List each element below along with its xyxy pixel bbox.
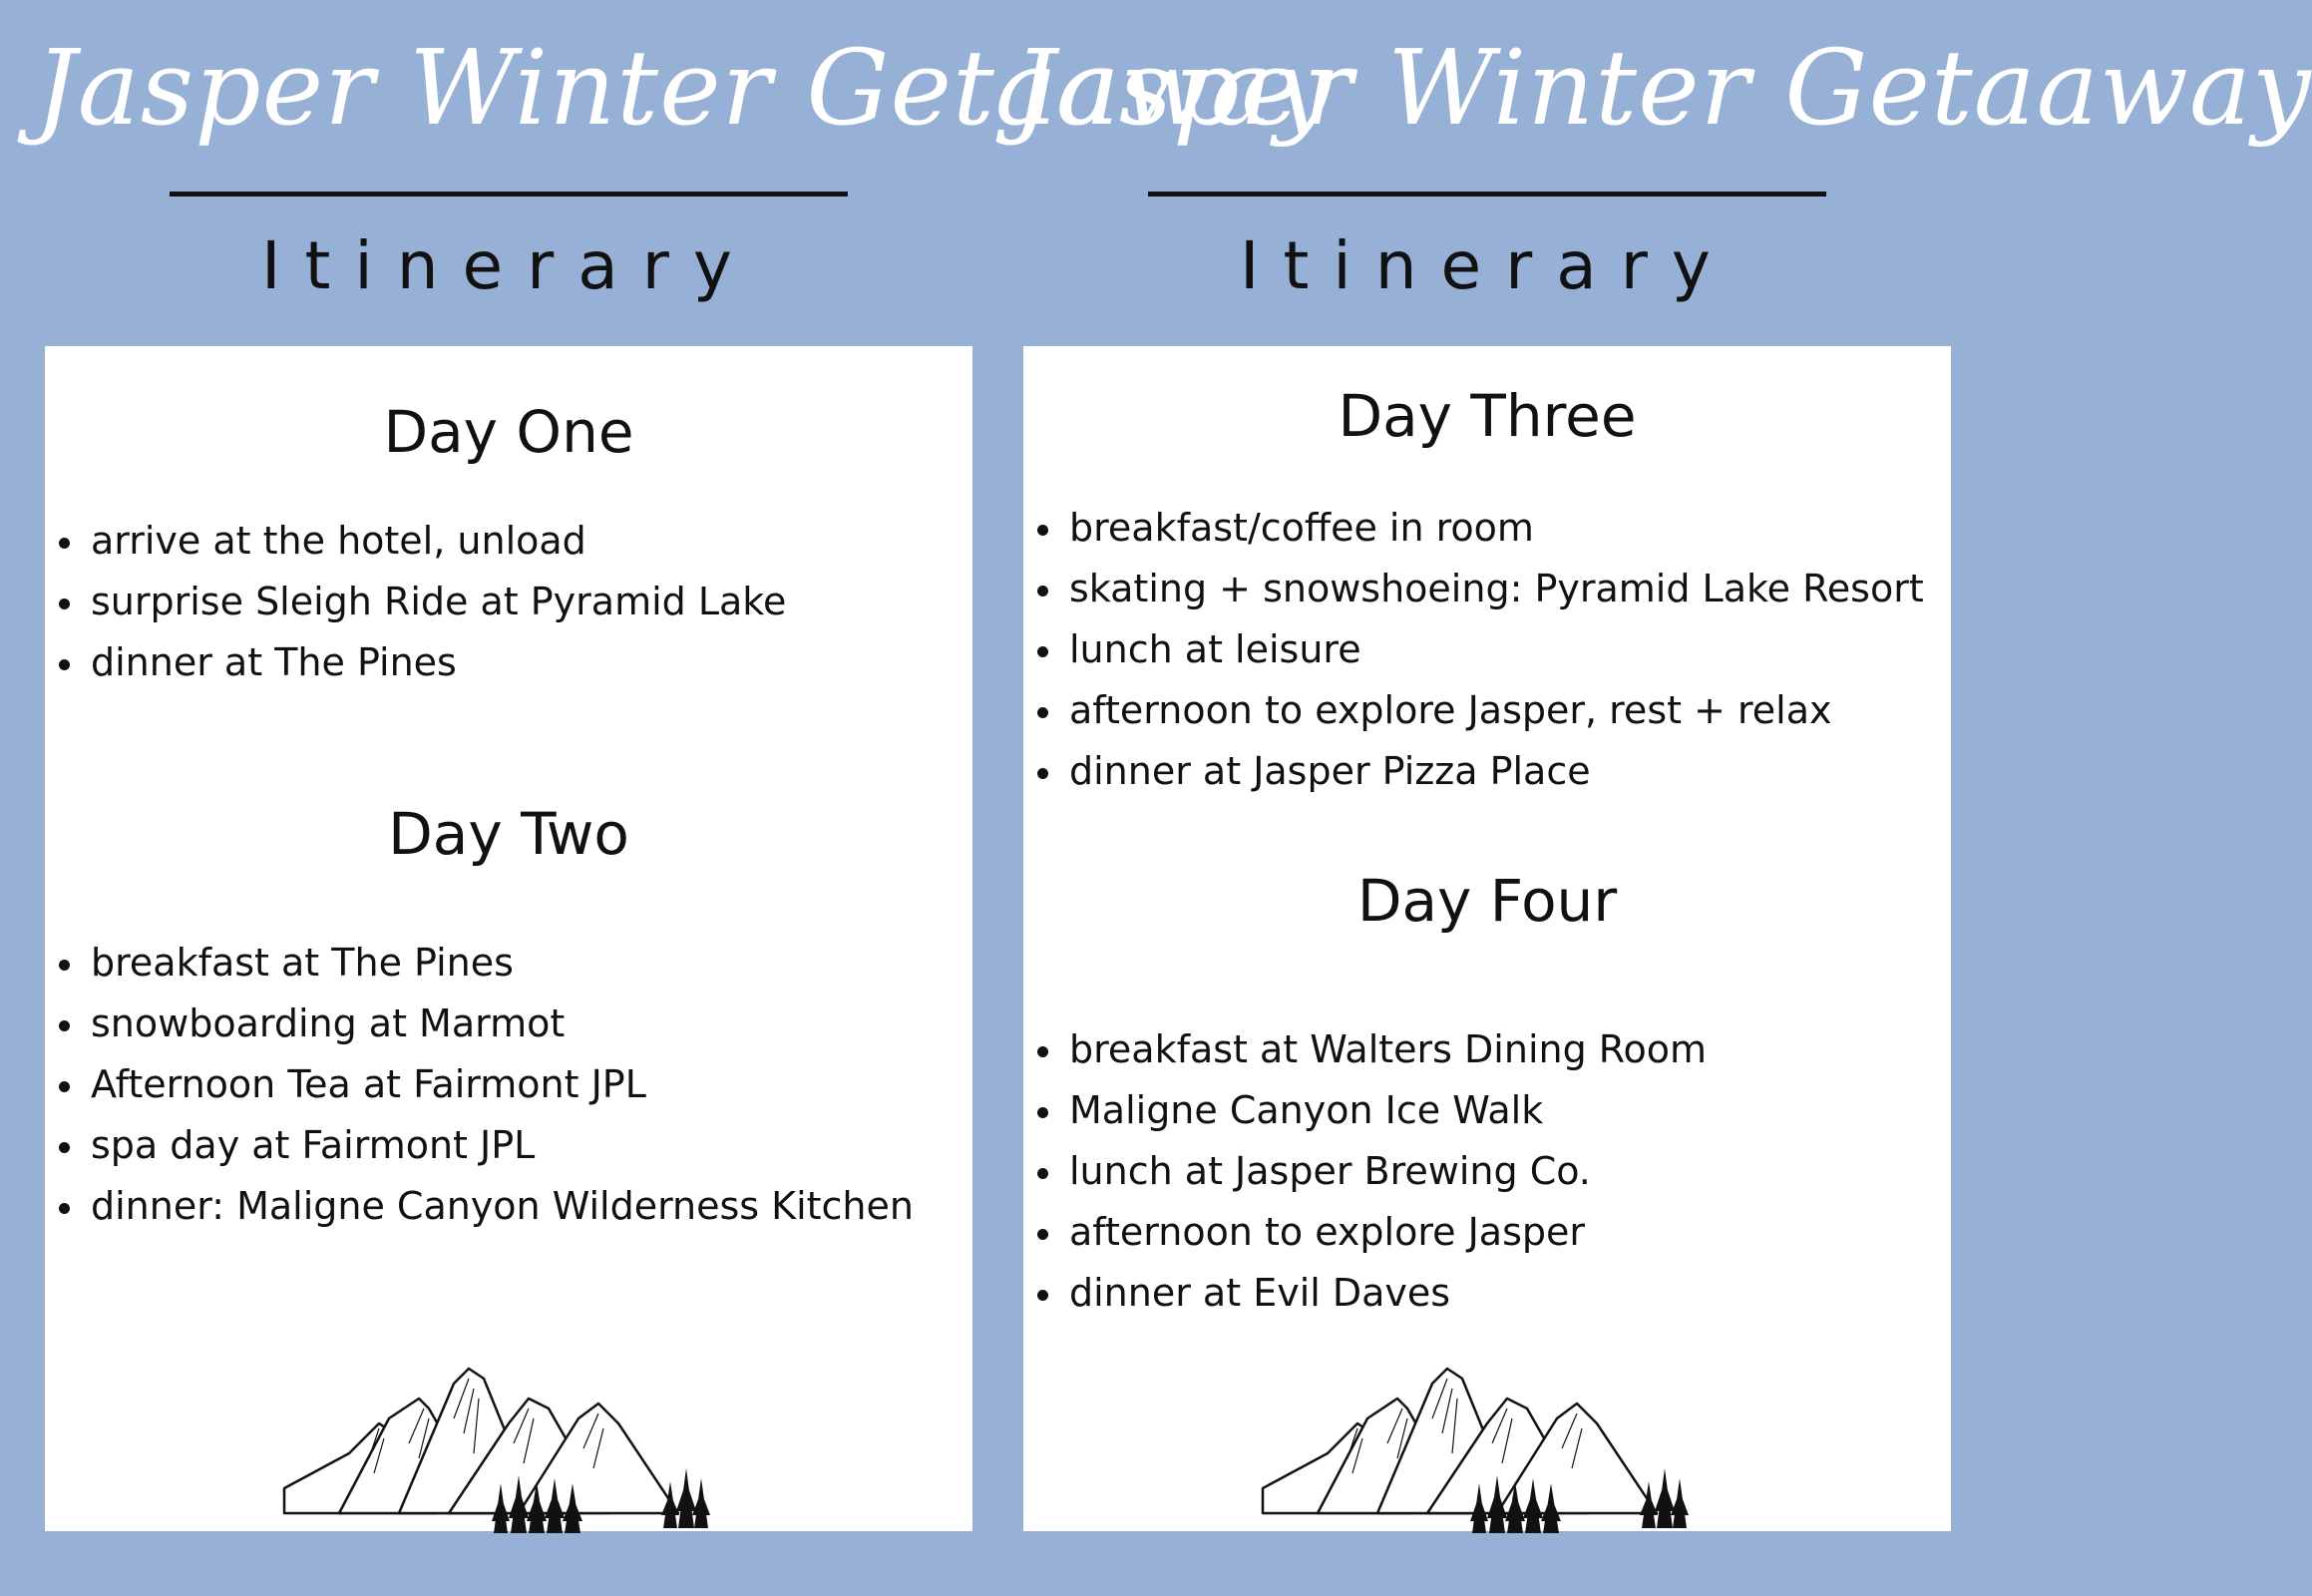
list-item: lunch at leisure: [1033, 619, 1924, 680]
mountain-illustration-icon: [1258, 1364, 1717, 1533]
itinerary-subtitle: Itinerary: [1240, 227, 1734, 304]
day-heading: Day Four: [1356, 867, 1618, 935]
list-item: breakfast at The Pines: [55, 933, 914, 994]
activity-list: [1033, 498, 1924, 802]
list-item: skating + snowshoeing: Pyramid Lake Resort: [1033, 559, 1924, 619]
list-item: Maligne Canyon Ice Walk: [1033, 1080, 1707, 1141]
day-heading: Day One: [383, 398, 634, 466]
list-item: afternoon to explore Jasper, rest + relax: [1033, 680, 1924, 741]
right-panel: [1013, 0, 2312, 1596]
list-item: dinner at Evil Daves: [1033, 1263, 1707, 1324]
list-item: dinner: Maligne Canyon Wilderness Kitchen: [55, 1176, 914, 1237]
list-item: arrive at the hotel, unload: [55, 511, 786, 572]
list-item: breakfast/coffee in room: [1033, 498, 1924, 559]
itinerary-card: [1023, 346, 1951, 1531]
list-item: dinner at Jasper Pizza Place: [1033, 741, 1924, 802]
title-underline: [170, 192, 848, 197]
list-item: dinner at The Pines: [55, 632, 786, 693]
script-title: Jasper Winter Getaaway: [1013, 27, 2312, 149]
mountain-illustration-icon: [279, 1364, 738, 1533]
list-item: lunch at Jasper Brewing Co.: [1033, 1141, 1707, 1202]
activity-list: [55, 933, 914, 1237]
activity-list: [1033, 1019, 1707, 1324]
script-title: Jasper Winter Getaaway: [35, 27, 1334, 149]
itinerary-card: [45, 346, 972, 1531]
title-underline: [1148, 192, 1826, 197]
list-item: afternoon to explore Jasper: [1033, 1202, 1707, 1263]
list-item: breakfast at Walters Dining Room: [1033, 1019, 1707, 1080]
activity-list: [55, 511, 786, 693]
itinerary-subtitle: Itinerary: [261, 227, 756, 304]
list-item: snowboarding at Marmot: [55, 994, 914, 1054]
list-item: surprise Sleigh Ride at Pyramid Lake: [55, 572, 786, 632]
day-heading: Day Three: [1338, 382, 1637, 450]
list-item: Afternoon Tea at Fairmont JPL: [55, 1054, 914, 1115]
list-item: spa day at Fairmont JPL: [55, 1115, 914, 1176]
day-heading: Day Two: [388, 800, 629, 868]
